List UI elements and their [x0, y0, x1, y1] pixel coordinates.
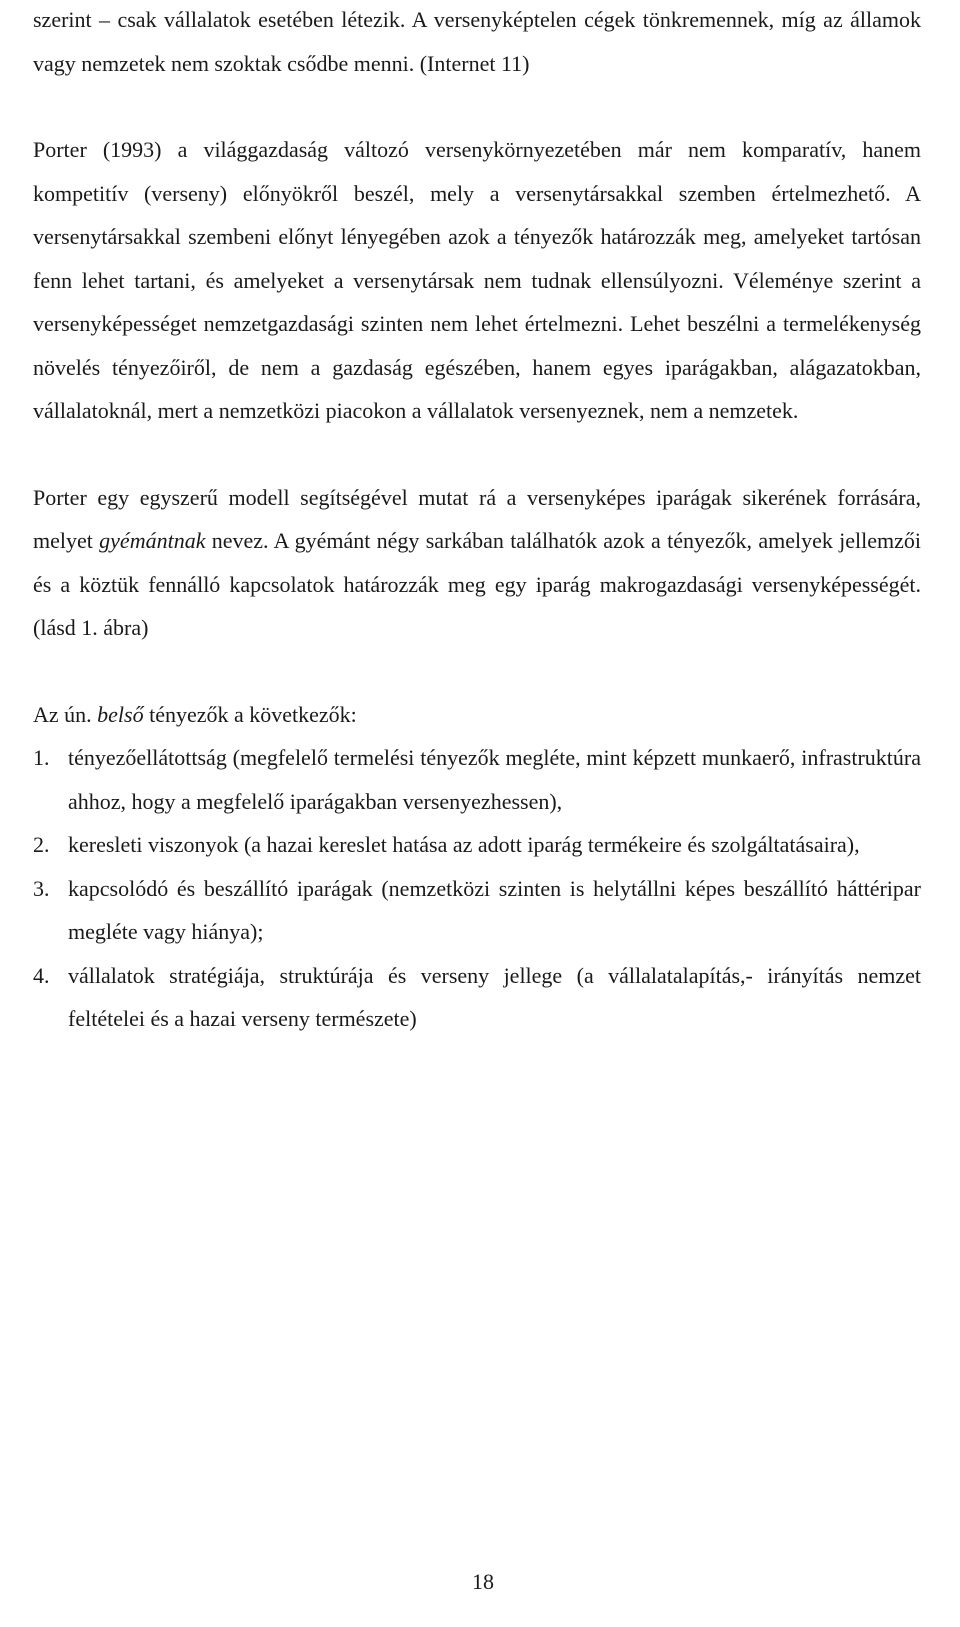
paragraph-gap [33, 85, 921, 128]
paragraph-2: Porter (1993) a világgazdaság változó versenykörnyezetében már nem komparatív, hanem kompetitív (verseny) előnyökről beszél, mely a versenytársakkal szemben értelmezhető. A versenytársakkal szembeni előnyt lényegében azok a tényezők határozzák meg, amelyeket tartósan fenn lehet tartani, és amelyeket a versenytársak nem tudnak ellensúlyozni. Véleménye szerint a versenyképességet nemzetgazdasági szinten nem lehet értelmezni. Lehet beszélni a termelékenység növelés tényezőiről, de nem a gazdaság egészében, hanem egyes iparágakban, alágazatokban, vállalatoknál, mert a nemzetközi piacokon a vállalatok versenyeznek, nem a nemzetek. [33, 137, 921, 423]
list-item-text: tényezőellátottság (megfelelő termelési tényezők megléte, mint képzett munkaerő, infrastruktúra ahhoz, hogy a megfelelő iparágakban versenyezhessen), [68, 745, 921, 814]
italic-term-gyemant: gyémántnak [99, 528, 206, 553]
list-item-number: 2. [33, 832, 50, 857]
list-intro [33, 693, 921, 737]
paragraph-3-text-start: Porter egy egyszerű modell segítségével mutat rá a versenyképes iparágak sikerének forrására, melyet [33, 484, 921, 553]
document-page [33, 0, 921, 1041]
list-item-number: 3. [33, 875, 50, 901]
paragraph-gap [33, 650, 921, 693]
list-item-text: keresleti viszonyok (a hazai kereslet hatása az adott iparág termékeire és szolgáltatásaira), [68, 832, 860, 857]
list-intro-start: Az ún. [33, 701, 98, 727]
list-item-text: kapcsolódó és beszállító iparágak (nemzetközi szinten is helytállni képes beszállító háttéripar megléte vagy hiánya); [68, 875, 921, 944]
list-item [33, 736, 921, 823]
paragraph-gap [33, 433, 921, 476]
paragraph-3-text-end: nevez. A gyémánt négy sarkában találhatók azok a tényezők, amelyek jellemzői és a köztük fennálló kapcsolatok határozzák meg egy iparág makrogazdasági versenyképességét. (lásd 1. ábra) [33, 528, 921, 640]
list-item-number: 1. [33, 745, 50, 770]
list-item [33, 823, 921, 867]
list-item [33, 867, 921, 954]
italic-term-belso: belső [97, 701, 144, 727]
list-intro-end: tényezők a következők: [143, 701, 357, 727]
list-item-text: vállalatok stratégiája, struktúrája és verseny jellege (a vállalatalapítás,- irányítás nemzet feltételei és a hazai verseny természete) [68, 962, 921, 1031]
paragraph-3 [33, 476, 921, 650]
page-number-text: 18 [472, 1569, 494, 1594]
factor-list [33, 736, 921, 1041]
page-number [0, 1567, 960, 1597]
list-item [33, 954, 921, 1041]
paragraph-1: szerint – csak vállalatok esetében létezik. A versenyképtelen cégek tönkremennek, míg az államok vagy nemzetek nem szoktak csődbe menni. (Internet 11) [33, 7, 921, 76]
list-item-number: 4. [33, 962, 50, 988]
